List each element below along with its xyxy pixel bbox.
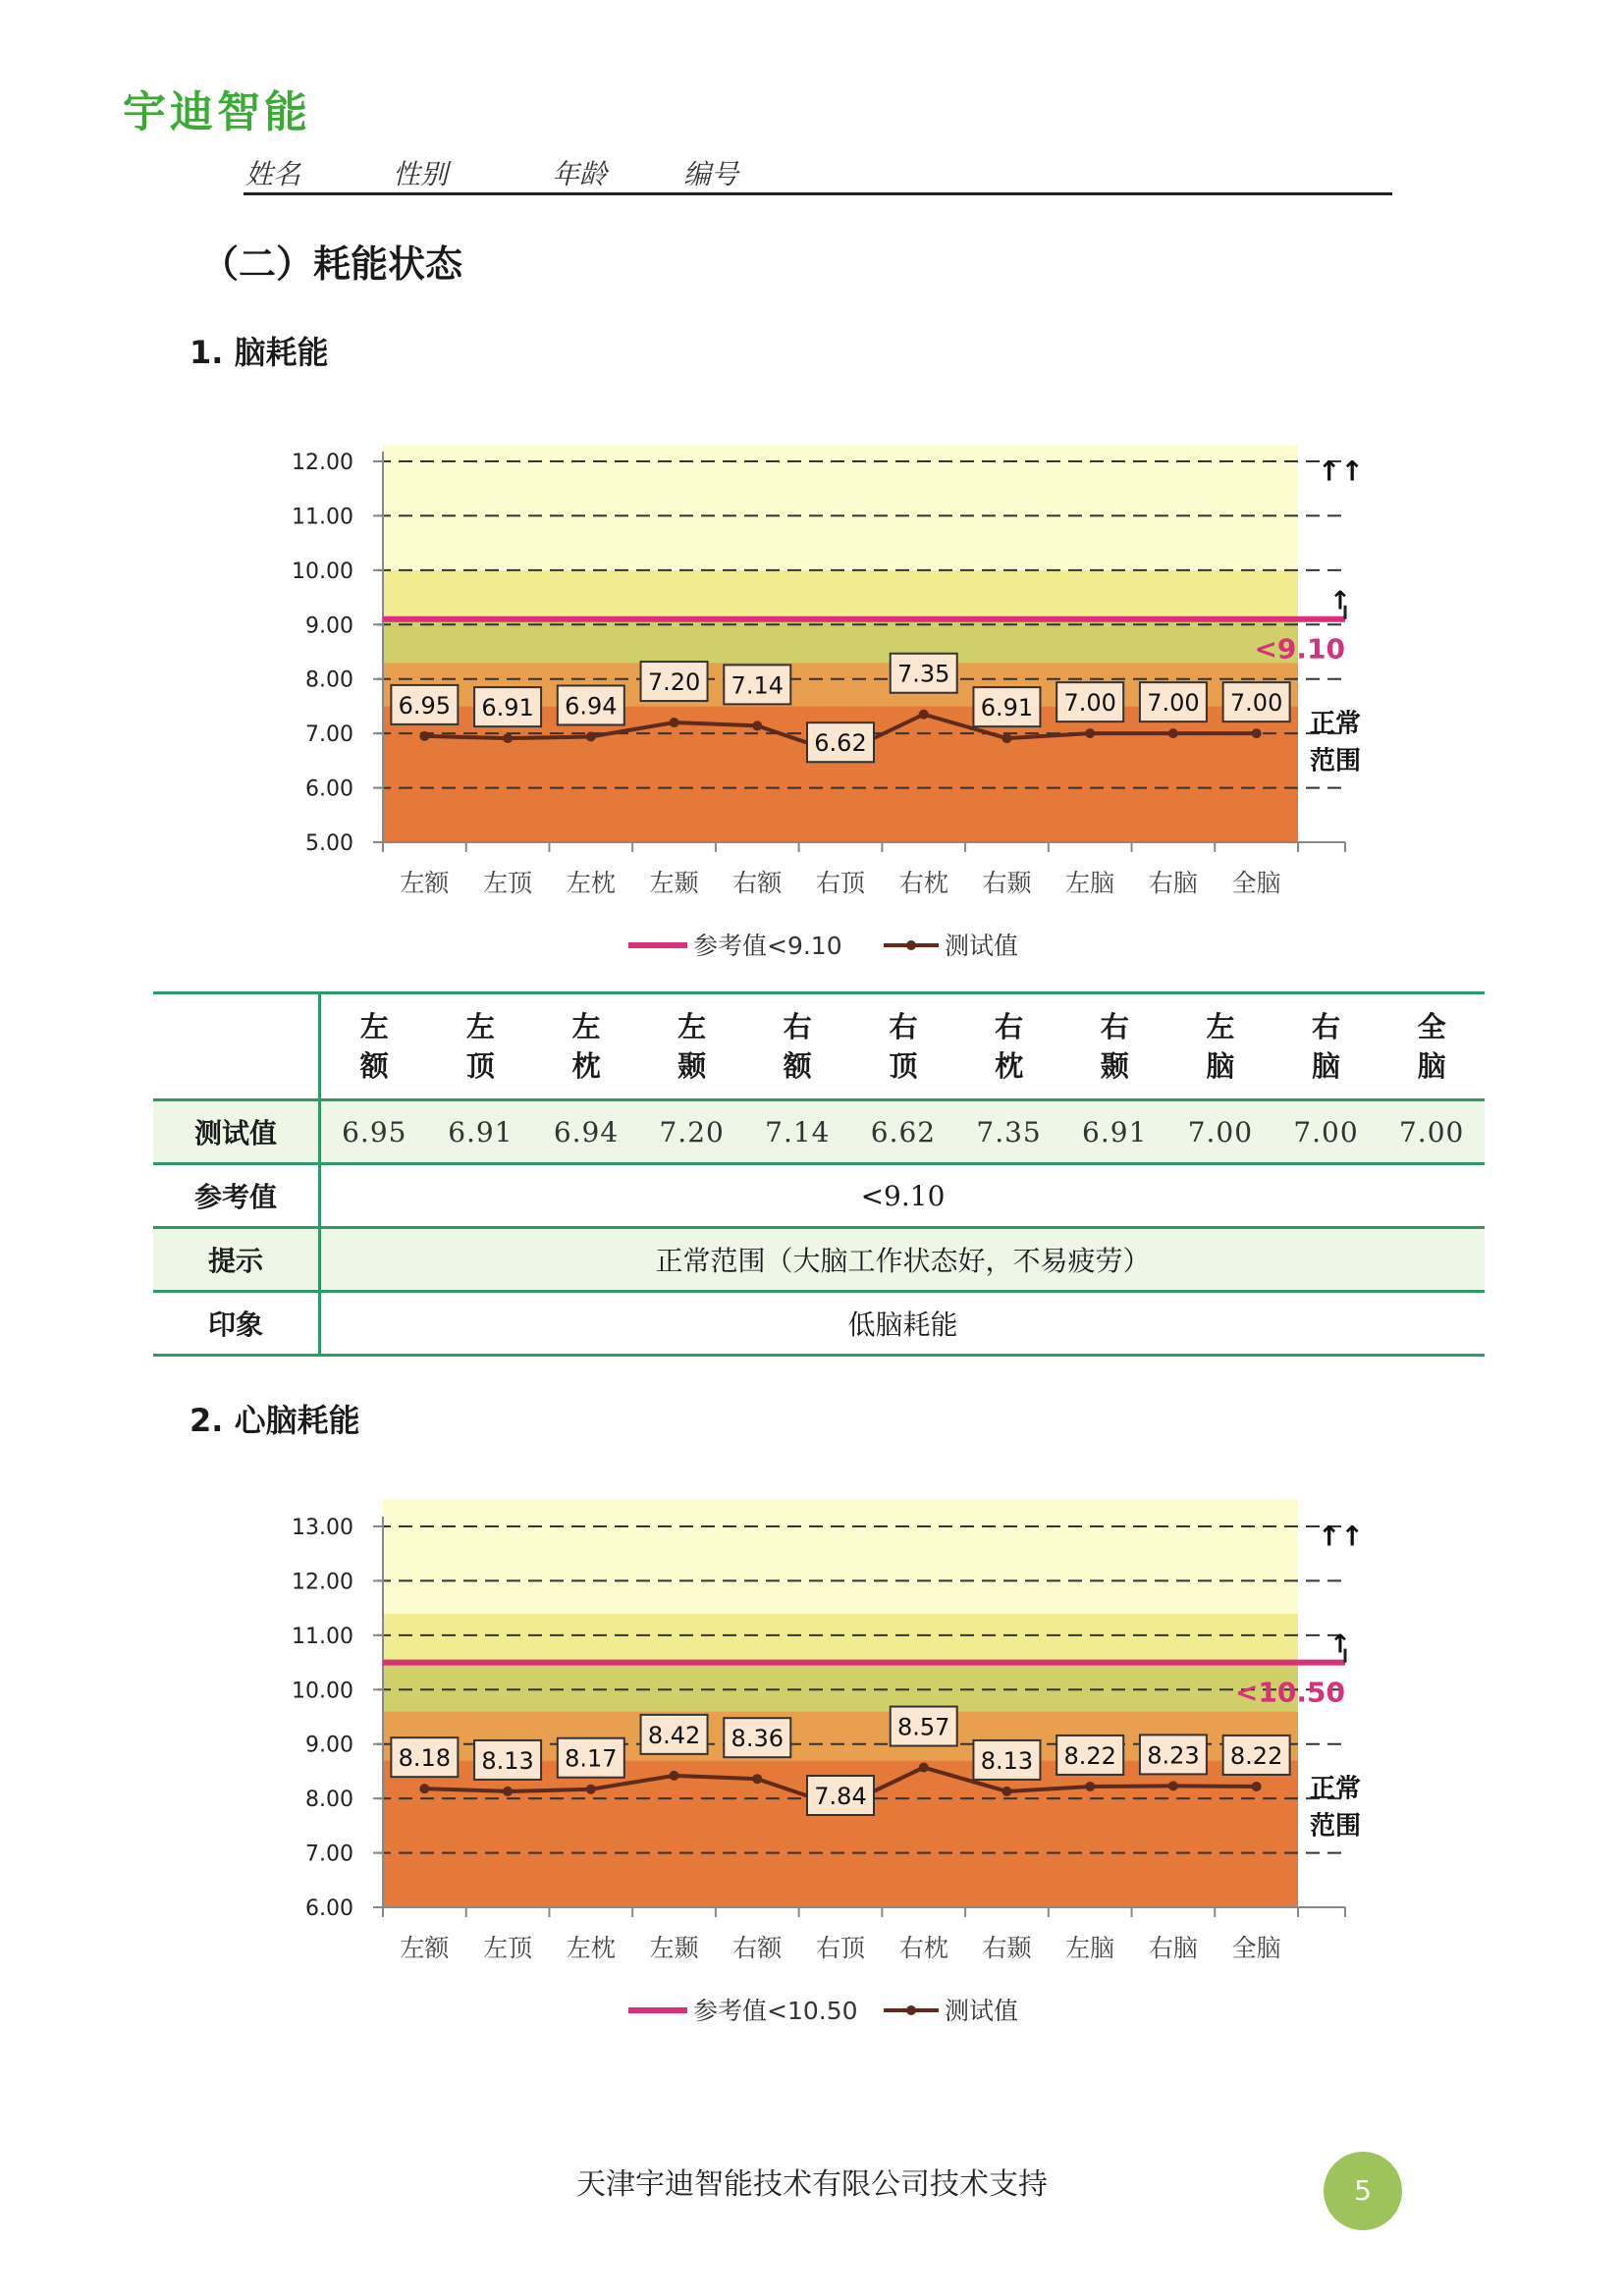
y-tick-label: 13.00	[292, 1516, 353, 1540]
data-point	[503, 733, 513, 743]
data-label: 7.20	[647, 668, 701, 697]
arrow-label: ↑	[1329, 1629, 1351, 1660]
data-point	[752, 721, 762, 730]
brain-energy-table	[153, 991, 1485, 1357]
arrow-high-label: ↑↑	[1318, 454, 1364, 488]
data-label: 8.13	[481, 1746, 534, 1775]
data-label: 8.18	[398, 1744, 452, 1773]
x-tick-label: 右脑	[1148, 869, 1198, 897]
x-tick-label: 左脑	[1065, 1934, 1115, 1962]
data-label: 7.84	[814, 1783, 867, 1811]
y-tick-label: 6.00	[305, 776, 353, 802]
chart-band	[383, 1663, 1298, 1712]
y-tick-label: 10.00	[292, 1679, 353, 1704]
legend-test-marker	[906, 940, 916, 950]
test-value-cell: 7.00	[1273, 1100, 1380, 1164]
normal-range-label: 范围	[1310, 1811, 1362, 1842]
normal-range-label: 正常	[1310, 709, 1362, 739]
x-tick-label: 左额	[400, 1934, 450, 1962]
data-point	[1085, 1782, 1095, 1791]
x-tick-label: 左顶	[483, 1934, 533, 1962]
x-tick-label: 左颞	[649, 1934, 699, 1962]
y-tick-label: 12.00	[292, 451, 353, 475]
table-row-test	[153, 1100, 1485, 1164]
y-tick-label: 10.00	[292, 559, 353, 584]
impression-value: 低脑耗能	[320, 1292, 1486, 1356]
legend-test-label: 测试值	[945, 932, 1019, 960]
y-tick-label: 6.00	[305, 1896, 353, 1921]
impression-label: 印象	[153, 1292, 320, 1356]
test-value-cell: 7.14	[744, 1100, 850, 1164]
y-tick-label: 12.00	[292, 1570, 353, 1595]
chart-band	[383, 1499, 1298, 1613]
test-value-cell: 7.00	[1167, 1100, 1273, 1164]
data-label: 7.00	[1063, 689, 1116, 718]
legend-test-label: 测试值	[945, 1997, 1019, 2025]
arrow-label: ↑	[1329, 586, 1351, 616]
data-point	[586, 731, 596, 741]
x-tick-label: 左顶	[483, 869, 533, 897]
y-tick-label: 9.00	[305, 1733, 353, 1758]
field-name: 姓名	[245, 158, 301, 190]
y-tick-label: 7.00	[305, 1842, 353, 1867]
test-value-cell: 7.35	[956, 1100, 1062, 1164]
test-value-cell: 6.62	[850, 1100, 956, 1164]
y-tick-label: 11.00	[292, 1624, 353, 1649]
x-tick-label: 左脑	[1065, 869, 1115, 897]
page-number: 5	[1324, 2152, 1402, 2230]
test-value-cell: 6.94	[533, 1100, 639, 1164]
data-label: 6.62	[814, 729, 867, 758]
y-tick-label: 8.00	[305, 667, 353, 693]
brain-energy-chart	[0, 422, 1624, 972]
data-point	[586, 1785, 596, 1794]
reference-value-label: <9.10	[1254, 632, 1345, 666]
column-header: 左 颞	[639, 993, 745, 1100]
data-label: 7.00	[1147, 689, 1200, 718]
x-tick-label: 右顶	[815, 869, 866, 897]
y-tick-label: 9.00	[305, 614, 353, 639]
data-point	[419, 1784, 429, 1793]
footer-text: 天津宇迪智能技术有限公司技术支持	[576, 2167, 1048, 2202]
data-point	[419, 731, 429, 741]
column-header: 右 额	[744, 993, 850, 1100]
chart-band	[383, 570, 1298, 619]
column-header: 右 顶	[850, 993, 956, 1100]
patient-info-row	[244, 153, 1392, 195]
data-point	[1252, 728, 1262, 738]
data-label: 8.22	[1229, 1741, 1283, 1770]
x-tick-label: 右颞	[982, 1934, 1032, 1962]
x-tick-label: 右额	[732, 1934, 783, 1962]
brain-energy-title: 1. 脑耗能	[189, 334, 329, 371]
x-tick-label: 右顶	[815, 1934, 866, 1962]
data-point	[1001, 733, 1011, 743]
x-tick-label: 右额	[732, 869, 783, 897]
data-point	[919, 1763, 929, 1773]
x-tick-label: 右脑	[1148, 1934, 1198, 1962]
table-row-hint	[153, 1228, 1485, 1292]
y-tick-label: 11.00	[292, 505, 353, 530]
data-label: 8.22	[1063, 1741, 1116, 1770]
data-label: 7.00	[1229, 689, 1283, 718]
column-header: 左 额	[320, 993, 428, 1100]
data-point	[1168, 1781, 1178, 1790]
normal-range-label: 范围	[1310, 746, 1362, 776]
x-tick-label: 左枕	[566, 1934, 616, 1962]
data-label: 6.91	[481, 694, 534, 722]
data-label: 8.17	[565, 1744, 618, 1773]
data-point	[1085, 728, 1095, 738]
y-tick-label: 8.00	[305, 1788, 353, 1813]
hint-value: 正常范围（大脑工作状态好，不易疲劳）	[320, 1228, 1486, 1292]
reference-value-label: <10.50	[1234, 1676, 1345, 1709]
legend-test-marker	[906, 2005, 916, 2015]
data-point	[752, 1774, 762, 1784]
column-header: 右 脑	[1273, 993, 1380, 1100]
table-row-impression	[153, 1292, 1485, 1356]
x-tick-label: 右枕	[898, 869, 948, 897]
column-header: 左 顶	[428, 993, 534, 1100]
test-label: 测试值	[153, 1100, 320, 1164]
heart-brain-energy-chart	[0, 1487, 1624, 2037]
reference-value: <9.10	[320, 1164, 1486, 1228]
x-tick-label: 左枕	[566, 869, 616, 897]
column-header: 左 枕	[533, 993, 639, 1100]
data-label: 8.42	[647, 1721, 701, 1749]
data-label: 7.14	[731, 671, 784, 700]
data-label: 8.36	[731, 1725, 784, 1753]
column-header: 右 颞	[1061, 993, 1167, 1100]
field-gender: 性别	[393, 158, 449, 190]
x-tick-label: 右枕	[898, 1934, 948, 1962]
data-point	[1168, 728, 1178, 738]
x-tick-label: 全脑	[1231, 869, 1281, 897]
x-tick-label: 左颞	[649, 869, 699, 897]
data-label: 6.95	[398, 691, 452, 720]
x-tick-label: 左额	[400, 869, 450, 897]
test-value-cell: 6.91	[428, 1100, 534, 1164]
column-header: 左 脑	[1167, 993, 1273, 1100]
table-row-reference	[153, 1164, 1485, 1228]
legend-ref-label: 参考值<9.10	[693, 932, 842, 960]
x-tick-label: 右颞	[982, 869, 1032, 897]
data-label: 7.35	[897, 660, 950, 688]
data-label: 8.23	[1147, 1741, 1200, 1770]
data-label: 6.91	[980, 694, 1034, 722]
data-point	[670, 718, 679, 727]
hint-label: 提示	[153, 1228, 320, 1292]
chart-band	[383, 1614, 1298, 1663]
table-corner	[153, 993, 320, 1100]
data-label: 8.13	[980, 1746, 1034, 1775]
chart-band	[383, 445, 1298, 569]
arrow-high-label: ↑↑	[1318, 1520, 1364, 1553]
table-header-row	[153, 993, 1485, 1100]
test-value-cell: 7.00	[1379, 1100, 1485, 1164]
y-tick-label: 5.00	[305, 831, 353, 856]
heart-brain-energy-title: 2. 心脑耗能	[189, 1402, 360, 1439]
data-point	[1001, 1787, 1011, 1796]
column-header: 全 脑	[1379, 993, 1485, 1100]
data-point	[1252, 1782, 1262, 1791]
test-value-cell: 6.91	[1061, 1100, 1167, 1164]
company-logo: 宇迪智能	[123, 87, 311, 137]
data-point	[503, 1787, 513, 1796]
field-age: 年龄	[552, 158, 608, 190]
y-tick-label: 7.00	[305, 722, 353, 748]
legend-ref-label: 参考值<10.50	[693, 1997, 858, 2025]
section-title: （二）耗能状态	[201, 242, 463, 286]
data-label: 8.57	[897, 1713, 950, 1741]
data-label: 6.94	[565, 692, 618, 721]
test-value-cell: 6.95	[320, 1100, 428, 1164]
reference-label: 参考值	[153, 1164, 320, 1228]
chart-band	[383, 619, 1298, 663]
x-tick-label: 全脑	[1231, 1934, 1281, 1962]
column-header: 右 枕	[956, 993, 1062, 1100]
field-id: 编号	[683, 158, 739, 190]
data-point	[670, 1771, 679, 1781]
normal-range-label: 正常	[1310, 1774, 1362, 1804]
data-point	[919, 710, 929, 720]
test-value-cell: 7.20	[639, 1100, 745, 1164]
